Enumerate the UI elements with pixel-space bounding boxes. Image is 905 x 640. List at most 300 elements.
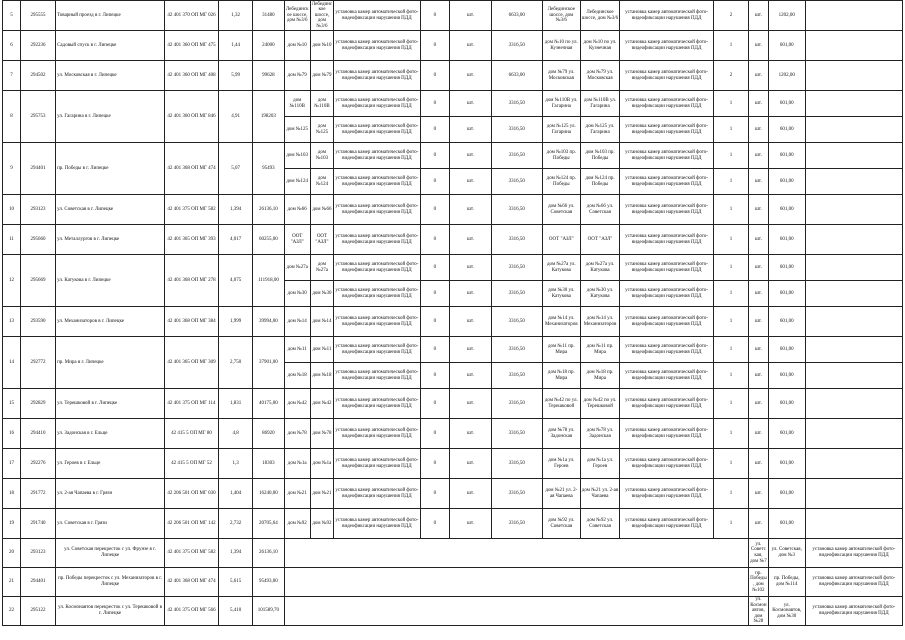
document-sheet	[2, 0, 903, 626]
empty-cell	[805, 281, 902, 307]
road-cost: 26136,10	[253, 195, 285, 225]
row-number: 22	[3, 597, 21, 626]
table-row	[3, 31, 903, 61]
quantity: 1	[713, 169, 748, 195]
unit: шт.	[450, 281, 491, 307]
price-2: 601,00	[768, 31, 805, 61]
location-from-2: дом №10 по ул. Кузнечная	[542, 31, 580, 61]
intersection-location-from: пр. Победы, дом №102	[749, 568, 769, 597]
road-code: 294401	[21, 568, 56, 597]
empty-cell	[310, 539, 333, 568]
empty-cell	[805, 479, 902, 509]
location-to-2: дом №1а ул. Героев	[580, 449, 620, 479]
road-code: 292772	[21, 337, 56, 389]
work-description-2: установка камер автоматической фото- видеофиксации нарушения ПДД	[620, 363, 714, 389]
road-cost: 95493	[253, 143, 285, 195]
road-code: 294401	[21, 143, 56, 195]
unit: шт.	[450, 255, 491, 281]
empty-cell	[420, 568, 450, 597]
location-to-2: Лебединское шоссе, дом №3/6	[580, 1, 620, 31]
location-to: Лебединское шоссе, дом №3/6	[311, 1, 333, 29]
price-2: 601,00	[768, 307, 805, 337]
empty-cell	[284, 539, 310, 568]
location-to: дом №103	[310, 143, 333, 169]
table-row	[3, 449, 903, 479]
unit: шт.	[450, 363, 491, 389]
zero-value: 0	[420, 143, 450, 169]
table-row	[3, 195, 903, 225]
row-number: 7	[3, 61, 21, 91]
empty-cell	[284, 568, 310, 597]
work-description: установка камер автоматической фото- видеофиксации нарушения ПДД	[334, 307, 420, 337]
road-code: 293590	[21, 307, 56, 337]
empty-cell	[805, 509, 902, 539]
location-from-2: дом №30 ул. Катукова	[542, 281, 580, 307]
price: 3316,50	[491, 255, 542, 281]
road-code: 295555	[21, 1, 56, 31]
street-name: ул. Героев в г. Ельце	[56, 449, 165, 479]
work-description-2: установка камер автоматической фото- видеофиксации нарушения ПДД	[620, 255, 714, 281]
road-length: 4,91	[218, 91, 252, 143]
location-from: дом №30	[284, 281, 310, 307]
road-code: 291740	[21, 509, 56, 539]
oktmo-code: 42 415 5 ОП МГ 80	[164, 419, 218, 449]
work-description-2: установка камер автоматической фото- видеофиксации нарушения ПДД	[620, 449, 714, 479]
location-to-2: дом №125 ул. Гагарина	[580, 117, 620, 143]
road-code: 292829	[21, 389, 56, 419]
price: 3316,50	[491, 307, 542, 337]
row-number: 10	[3, 195, 21, 225]
location-from-2: дом №21 ул. 2-ая Чапаева	[542, 479, 580, 509]
location-from-2: дом №1а ул. Героев	[542, 449, 580, 479]
unit-2: шт.	[749, 337, 769, 363]
location-to-2: дом №10 по ул. Кузнечная	[580, 31, 620, 61]
location-to-2: дом №14 ул. Механизаторов	[580, 307, 620, 337]
empty-cell	[805, 225, 902, 255]
location-to: дом №92	[310, 509, 333, 539]
unit: шт.	[450, 91, 491, 117]
road-length: 2,750	[218, 337, 252, 389]
zero-value: 0	[420, 255, 450, 281]
work-description: установка камер автоматической фото- видеофиксации нарушения ПДД	[334, 281, 420, 307]
price: 3316,50	[491, 363, 542, 389]
empty-cell	[805, 255, 902, 281]
oktmo-code: 42 401 368 ОП МГ 278	[164, 255, 218, 307]
street-name: Садовый спуск в г. Липецке	[56, 31, 165, 61]
location-to-2: дом №79 ул. Московская	[580, 61, 620, 91]
empty-cell	[542, 539, 580, 568]
table-row	[3, 307, 903, 337]
road-code: 295753	[21, 91, 56, 143]
row-number: 18	[3, 479, 21, 509]
unit: шт.	[450, 307, 491, 337]
location-to-2: дом №30 ул. Катукова	[580, 281, 620, 307]
oktmo-code: 42 401 370 ОП МГ 026	[164, 1, 218, 31]
road-length: 1,404	[218, 479, 252, 509]
price-2: 601,00	[768, 363, 805, 389]
street-name: ул. Гагарина в г. Липецке	[56, 91, 165, 143]
location-to-2: дом №18 пр. Мира	[580, 363, 620, 389]
location-from-2: дом №66 ул. Советская	[542, 195, 580, 225]
location-from-2: дом №79 ул. Московская	[542, 61, 580, 91]
empty-cell	[450, 568, 491, 597]
zero-value: 0	[420, 307, 450, 337]
oktmo-code: 42 206 501 ОП МГ 142	[164, 509, 218, 539]
empty-cell	[420, 539, 450, 568]
unit: шт.	[450, 225, 491, 255]
road-cost: 111918,00	[253, 255, 285, 307]
work-description: установка камер автоматической фото- видеофиксации нарушения ПДД	[334, 225, 420, 255]
road-code: 294502	[21, 61, 56, 91]
road-length: 5,410	[218, 597, 252, 626]
location-to-2: дом №110В ул. Гагарина	[580, 91, 620, 117]
road-length: 5,615	[218, 568, 252, 597]
empty-cell	[805, 363, 902, 389]
price-2: 601,00	[768, 117, 805, 143]
location-to-2: дом №124 пр. Победы	[580, 169, 620, 195]
price: 3316,50	[491, 337, 542, 363]
work-description-2: установка камер автоматической фото- видеофиксации нарушения ПДД	[620, 419, 714, 449]
table-row	[3, 389, 903, 419]
work-description: установка камер автоматической фото- видеофиксации нарушения ПДД	[334, 31, 420, 61]
empty-cell	[805, 117, 902, 143]
location-to: ООТ "АЗЛ"	[310, 225, 333, 255]
price: 3316,50	[491, 31, 542, 61]
street-name: ул. 2-ая Чапаева в г. Грязи	[56, 479, 165, 509]
row-number: 19	[3, 509, 21, 539]
road-cost: 40175,00	[253, 389, 285, 419]
road-code: 295669	[21, 255, 56, 307]
road-length: 4,075	[218, 255, 252, 307]
row-number: 17	[3, 449, 21, 479]
price-2: 1202,00	[768, 1, 805, 31]
work-description: установка камер автоматической фото- видеофиксации нарушения ПДД	[334, 449, 420, 479]
oktmo-code: 42 401 360 ОП МГ 846	[164, 91, 218, 143]
location-from: ООТ "АЗЛ"	[284, 225, 310, 255]
row-number: 16	[3, 419, 21, 449]
road-length: 1,394	[218, 195, 252, 225]
intersection-location-from: ул. Космонавтов, дом №28	[750, 597, 767, 625]
zero-value: 0	[420, 479, 450, 509]
location-from: дом №42	[284, 389, 310, 419]
price: 3316,50	[491, 419, 542, 449]
location-to: дом №42	[310, 389, 333, 419]
quantity: 1	[713, 91, 748, 117]
street-name: ул. Терешковой в г. Липецке	[56, 389, 165, 419]
price: 3316,50	[491, 479, 542, 509]
unit: шт.	[450, 479, 491, 509]
price: 3316,50	[491, 281, 542, 307]
table-row	[3, 91, 903, 117]
empty-cell	[491, 539, 542, 568]
intersection-work-description: установка камер автоматической фото- видеофиксации нарушения ПДД	[805, 568, 902, 597]
location-from-2: дом №11 пр. Мира	[542, 337, 580, 363]
road-length: 1,831	[218, 389, 252, 419]
location-from-2: дом №92 ул. Советская	[542, 509, 580, 539]
empty-cell	[805, 1, 902, 31]
empty-cell	[580, 539, 620, 568]
unit-2: шт.	[749, 389, 769, 419]
work-description-2: установка камер автоматической фото- видеофиксации нарушения ПДД	[620, 143, 714, 169]
location-from: дом №79	[284, 61, 310, 91]
empty-cell	[805, 31, 902, 61]
road-code: 293123	[21, 539, 56, 568]
price-2: 601,00	[768, 169, 805, 195]
zero-value: 0	[420, 169, 450, 195]
unit: шт.	[450, 1, 491, 31]
road-length: 4,017	[218, 225, 252, 255]
oktmo-code: 42 401 375 ОП МГ 114	[164, 389, 218, 419]
price: 3316,50	[491, 389, 542, 419]
price: 3316,50	[491, 509, 542, 539]
row-number: 15	[3, 389, 21, 419]
oktmo-code: 42 401 368 ОП МГ 384	[164, 307, 218, 337]
unit: шт.	[450, 449, 491, 479]
empty-cell	[805, 449, 902, 479]
unit-2: шт.	[749, 509, 769, 539]
unit-2: шт.	[749, 449, 769, 479]
location-from: дом №27а	[284, 255, 310, 281]
unit-2: шт.	[749, 363, 769, 389]
empty-cell	[805, 337, 902, 363]
oktmo-code: 42 401 375 ОП МГ 566	[164, 597, 218, 626]
oktmo-code: 42 415 5 ОП МГ 52	[164, 449, 218, 479]
location-from-2: дом №18 пр. Мира	[542, 363, 580, 389]
price-2: 601,00	[768, 389, 805, 419]
intersection-work-description: установка камер автоматической фото- видеофиксации нарушения ПДД	[805, 597, 902, 626]
price-2: 601,00	[768, 195, 805, 225]
street-name: ул. Металлургов в г. Липецке	[56, 225, 165, 255]
empty-cell	[805, 61, 902, 91]
empty-cell	[491, 568, 542, 597]
quantity: 1	[713, 419, 748, 449]
work-description: установка камер автоматической фото- видеофиксации нарушения ПДД	[334, 91, 420, 117]
empty-cell	[620, 597, 714, 626]
price: 3316,50	[491, 449, 542, 479]
work-description: установка камер автоматической фото- видеофиксации нарушения ПДД	[334, 143, 420, 169]
road-cost: 31480	[253, 1, 285, 31]
intersection-location-to: ул. Космонавтов, дом №30	[768, 597, 805, 626]
location-from: дом №92	[284, 509, 310, 539]
location-to-2: дом №103 пр. Победы	[580, 143, 620, 169]
unit: шт.	[450, 389, 491, 419]
location-from: дом №11	[284, 337, 310, 363]
quantity: 1	[713, 225, 748, 255]
work-description-2: установка камер автоматической фото- видеофиксации нарушения ПДД	[620, 389, 714, 419]
road-code: 292236	[21, 31, 56, 61]
empty-cell	[805, 195, 902, 225]
location-to: дом №66	[310, 195, 333, 225]
unit-2: шт.	[749, 117, 769, 143]
empty-cell	[450, 597, 491, 626]
price: 3316,50	[491, 143, 542, 169]
empty-cell	[310, 568, 333, 597]
price: 6633,00	[491, 61, 542, 91]
location-to: дом №124	[310, 169, 333, 195]
oktmo-code: 42 401 365 ОП МГ 309	[164, 337, 218, 389]
empty-cell	[580, 597, 620, 626]
table-row	[3, 568, 903, 597]
location-to: дом №30	[310, 281, 333, 307]
street-name: ул. Советская в г. Грязи	[56, 509, 165, 539]
empty-cell	[450, 539, 491, 568]
location-to-2: дом №78 ул. Задонская	[580, 419, 620, 449]
oktmo-code: 42 401 375 ОП МГ 582	[164, 539, 218, 568]
road-works-table	[2, 0, 903, 626]
road-cost: 20705,64	[253, 509, 285, 539]
location-from: дом №110В	[284, 91, 310, 117]
quantity: 1	[713, 337, 748, 363]
oktmo-code: 42 401 368 ОП МГ 474	[164, 143, 218, 195]
street-name: ул. Космонавтов перекресток с ул. Терешковой в г. Липецке	[56, 597, 165, 626]
quantity: 1	[713, 281, 748, 307]
road-length: 5,99	[218, 61, 252, 91]
unit-2: шт.	[749, 225, 769, 255]
empty-cell	[310, 597, 333, 626]
work-description-2: установка камер автоматической фото- видеофиксации нарушения ПДД	[620, 1, 714, 31]
quantity: 2	[713, 1, 748, 31]
row-number: 11	[3, 225, 21, 255]
location-from: дом №125	[284, 117, 310, 143]
unit-2: шт.	[749, 91, 769, 117]
location-to: дом №21	[310, 479, 333, 509]
location-from-2: дом №124 пр. Победы	[542, 169, 580, 195]
unit: шт.	[450, 509, 491, 539]
quantity: 1	[713, 479, 748, 509]
unit-2: шт.	[749, 1, 769, 31]
zero-value: 0	[420, 91, 450, 117]
row-number: 8	[3, 91, 21, 143]
location-to-2: дом №21 ул. 2-ая Чапаева	[580, 479, 620, 509]
empty-cell	[284, 597, 310, 626]
intersection-location-to: пр. Победы, дом №114	[768, 568, 805, 597]
work-description-2: установка камер автоматической фото- видеофиксации нарушения ПДД	[620, 169, 714, 195]
road-length: 1,44	[218, 31, 252, 61]
unit: шт.	[450, 195, 491, 225]
location-from-2: дом №110В ул. Гагарина	[542, 91, 580, 117]
location-from-2: дом №78 ул. Задонская	[542, 419, 580, 449]
unit-2: шт.	[749, 169, 769, 195]
location-from-2: дом №125 ул. Гагарина	[542, 117, 580, 143]
price-2: 601,00	[768, 419, 805, 449]
unit-2: шт.	[749, 61, 769, 91]
empty-cell	[805, 143, 902, 169]
zero-value: 0	[420, 281, 450, 307]
empty-cell	[620, 568, 714, 597]
location-to: дом №14	[310, 307, 333, 337]
empty-cell	[805, 419, 902, 449]
price: 3316,50	[491, 195, 542, 225]
unit-2: шт.	[749, 479, 769, 509]
zero-value: 0	[420, 389, 450, 419]
zero-value: 0	[420, 509, 450, 539]
location-from-2: дом №103 пр. Победы	[542, 143, 580, 169]
unit: шт.	[450, 31, 491, 61]
road-length: 1,999	[218, 307, 252, 337]
unit: шт.	[450, 117, 491, 143]
road-code: 295660	[21, 225, 56, 255]
location-to: дом №125	[310, 117, 333, 143]
road-length: 4,8	[218, 419, 252, 449]
road-cost: 26136,10	[253, 539, 285, 568]
work-description: установка камер автоматической фото- видеофиксации нарушения ПДД	[334, 195, 420, 225]
road-code: 293123	[21, 195, 56, 225]
zero-value: 0	[420, 337, 450, 363]
quantity: 1	[713, 449, 748, 479]
row-number: 13	[3, 307, 21, 337]
oktmo-code: 42 401 375 ОП МГ 582	[164, 195, 218, 225]
quantity: 1	[713, 255, 748, 281]
road-cost: 16240,00	[253, 479, 285, 509]
oktmo-code: 42 401 360 ОП МГ 408	[164, 61, 218, 91]
zero-value: 0	[420, 1, 450, 31]
road-cost: 18303	[253, 449, 285, 479]
table-row	[3, 143, 903, 169]
price-2: 1202,00	[768, 61, 805, 91]
location-to: дом №10	[310, 31, 333, 61]
unit: шт.	[450, 337, 491, 363]
table-row	[3, 539, 903, 568]
work-description-2: установка камер автоматической фото- видеофиксации нарушения ПДД	[620, 509, 714, 539]
oktmo-code: 42 401 365 ОП МГ 393	[164, 225, 218, 255]
quantity: 1	[713, 509, 748, 539]
intersection-work-description: установка камер автоматической фото- видеофиксации нарушения ПДД	[805, 539, 902, 568]
price-2: 601,00	[768, 479, 805, 509]
empty-cell	[334, 568, 420, 597]
quantity: 1	[713, 195, 748, 225]
road-length: 2,732	[218, 509, 252, 539]
road-cost: 60255,00	[253, 225, 285, 255]
row-number: 9	[3, 143, 21, 195]
street-name: ул. Задонская в г. Ельце	[56, 419, 165, 449]
road-cost: 39994,00	[253, 307, 285, 337]
quantity: 1	[713, 363, 748, 389]
table-row	[3, 337, 903, 363]
location-to: дом №110В	[310, 91, 333, 117]
location-from-2: дом №27а ул. Катукова	[542, 255, 580, 281]
road-cost: 86920	[253, 419, 285, 449]
table-row	[3, 1, 903, 31]
zero-value: 0	[420, 225, 450, 255]
work-description: установка камер автоматической фото- видеофиксации нарушения ПДД	[334, 61, 420, 91]
road-length: 1,394	[218, 539, 252, 568]
price-2: 601,00	[768, 225, 805, 255]
work-description: установка камер автоматической фото- видеофиксации нарушения ПДД	[334, 419, 420, 449]
unit: шт.	[450, 169, 491, 195]
table-row	[3, 255, 903, 281]
location-to-2: дом №11 пр. Мира	[580, 337, 620, 363]
work-description-2: установка камер автоматической фото- видеофиксации нарушения ПДД	[620, 337, 714, 363]
work-description-2: установка камер автоматической фото- видеофиксации нарушения ПДД	[620, 117, 714, 143]
price: 3316,50	[491, 225, 542, 255]
location-from-2: ООТ "АЗЛ"	[542, 225, 580, 255]
unit-2: шт.	[749, 195, 769, 225]
location-to: дом №11	[310, 337, 333, 363]
row-number: 14	[3, 337, 21, 389]
street-name: ул. Механизаторов в г. Липецке	[56, 307, 165, 337]
row-number: 20	[3, 539, 21, 568]
location-from: дом №1а	[284, 449, 310, 479]
unit-2: шт.	[749, 419, 769, 449]
road-code: 292276	[21, 449, 56, 479]
unit: шт.	[450, 143, 491, 169]
location-from: дом №10	[284, 31, 310, 61]
road-length: 5,07	[218, 143, 252, 195]
price-2: 601,00	[768, 449, 805, 479]
road-code: 295122	[21, 597, 56, 626]
empty-cell	[713, 568, 748, 597]
location-from: дом №21	[284, 479, 310, 509]
